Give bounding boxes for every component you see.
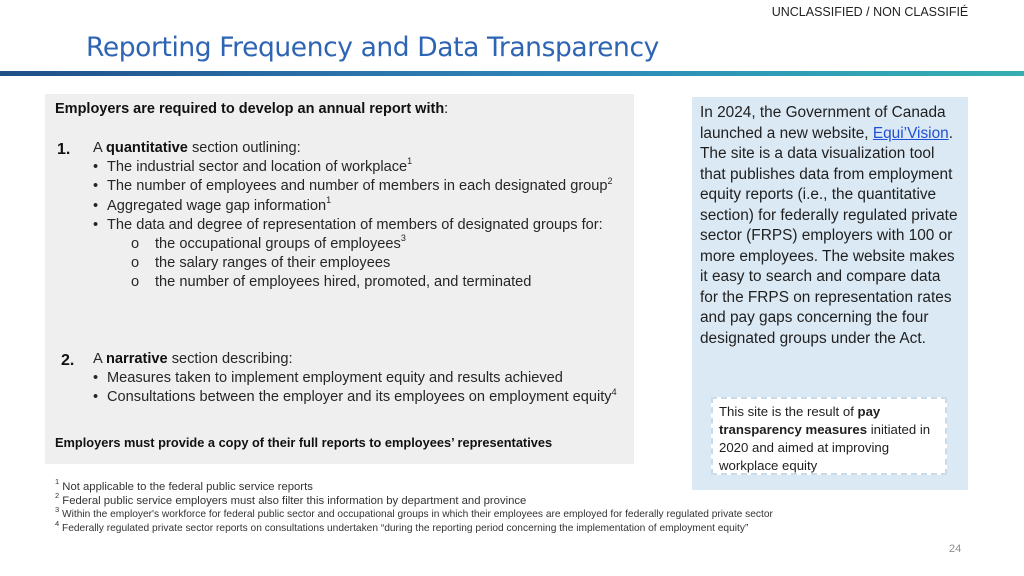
section-number-1: 1.: [57, 141, 71, 158]
quantitative-lead: A quantitative section outlining:: [93, 140, 301, 156]
requirements-intro: [55, 101, 448, 117]
narrative-keyword: narrative: [105, 351, 168, 367]
bullet-item: • Aggregated wage gap information$^1$: [93, 197, 628, 216]
footnote-1: $^1$ Not applicable to the federal public service reports: [55, 477, 313, 493]
narrative-lead: A narrative section describing:: [93, 351, 293, 367]
pay-transparency-callout: This site is the result of pay transparency measures initiated in 2020 and aimed at improving workplace equity: [711, 397, 947, 475]
narrative-bullets: [93, 369, 628, 407]
footnote-4: $^4$ Federally regulated private sector reports on consultations undertaken “during the reporting period concerning the implementation of employment equity”: [55, 518, 749, 534]
equivision-description: In 2024, the Government of Canada launched a new website, Equi’Vision. The site is a data visualization tool that publishes data from employment equity reports (i.e., the quantitative section) for federally regulated private sector (FRPS) employers with 100 or more employees. The website makes it easy to search and compare data for the FRPS on representation rates and pay gaps concerning the four designated groups under the Act.: [700, 104, 958, 347]
page-title: Reporting Frequency and Data Transparency: [86, 32, 659, 63]
quantitative-section: [93, 139, 628, 293]
sub-bullet-item: o the salary ranges of their employees: [131, 255, 391, 272]
footnote-2: $^2$ Federal public service employers must also filter this information by department and province: [55, 491, 527, 507]
bullet-item: • The number of employees and number of members in each designated group$^2$: [93, 177, 628, 196]
equivision-panel: [692, 97, 968, 490]
callout-bold: pay transparency measures: [719, 404, 881, 437]
footnote-3: $^3$ Within the employer's workforce for federal public sector and occupational groups in which their employees are employed for federally regulated private sector: [55, 504, 773, 520]
requirements-panel: [45, 94, 634, 464]
footnotes: [55, 477, 825, 536]
page-number: 24: [949, 543, 962, 555]
closing-statement: Employers must provide a copy of their full reports to employees’ representatives: [55, 435, 553, 450]
intro-tail: :: [444, 101, 449, 117]
bullet-item: • Measures taken to implement employment equity and results achieved: [93, 369, 628, 388]
quantitative-bullets: [93, 158, 628, 292]
narrative-section: [93, 350, 628, 408]
bullet-item: • The data and degree of representation of members of designated groups for:: [93, 216, 628, 235]
bullet-item: • Consultations between the employer and its employees on employment equity$^4$: [93, 388, 628, 407]
quantitative-keyword: quantitative: [105, 140, 188, 156]
section-number-2: 2.: [61, 352, 75, 369]
title-divider: [0, 71, 1024, 76]
sub-bullet-item: o the number of employees hired, promoted, and terminated: [131, 274, 532, 291]
intro-bold: Employers are required to develop an annual report with: [55, 101, 445, 117]
sub-bullet-item: o the occupational groups of employees$^3$: [131, 233, 406, 253]
classification-label: UNCLASSIFIED / NON CLASSIFIÉ: [771, 5, 969, 19]
bullet-item: • The industrial sector and location of workplace$^1$: [93, 158, 628, 177]
equivision-link[interactable]: Equi’Vision: [872, 124, 949, 142]
